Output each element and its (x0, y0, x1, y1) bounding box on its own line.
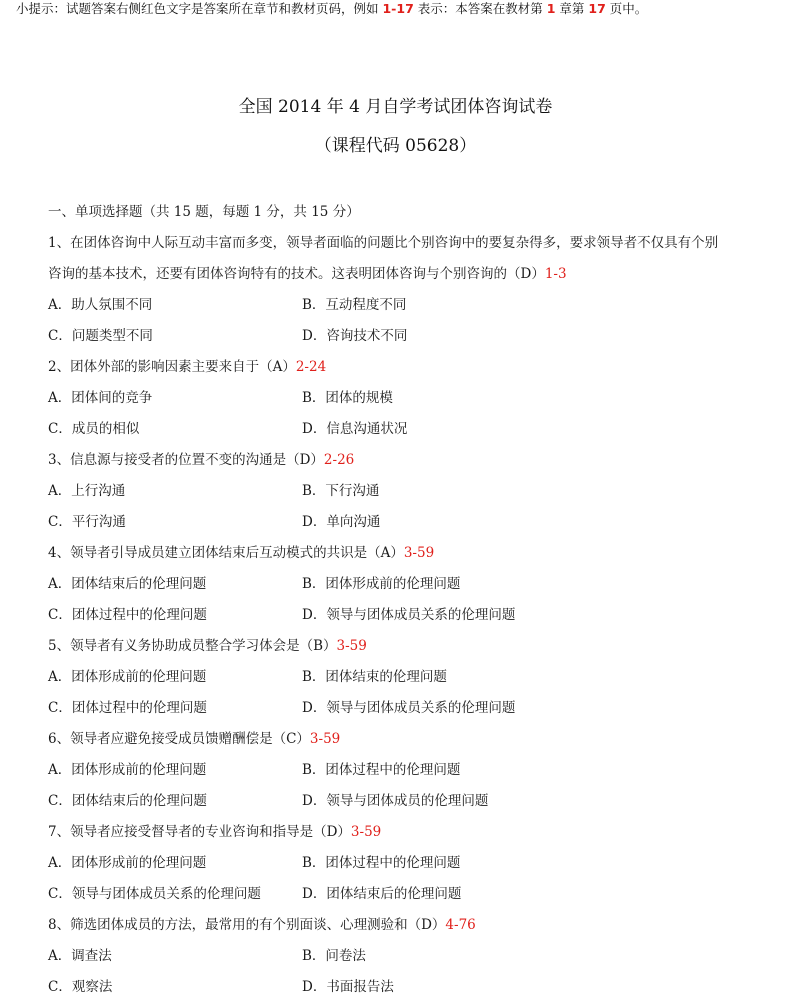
hint-prefix: 小提示：试题答案右侧红色文字是答案所在章节和教材页码，例如 (16, 1, 383, 16)
option-b: B．问卷法 (302, 948, 366, 964)
hint-page-suffix: 页中。 (605, 1, 648, 16)
option-d: D．领导与团体成员关系的伦理问题 (302, 700, 516, 716)
option-b: B．团体过程中的伦理问题 (302, 855, 461, 871)
question-3-stem: 3、信息源与接受者的位置不变的沟通是（D）2-26 (48, 452, 355, 468)
question-1-stem-line2: 咨询的基本技术，还要有团体咨询特有的技术。这表明团体咨询与个别咨询的（D）1-3 (48, 266, 567, 282)
question-6-stem: 6、领导者应避免接受成员馈赠酬偿是（C）3-59 (48, 731, 341, 747)
option-b: B．团体形成前的伦理问题 (302, 576, 461, 592)
option-c: C．平行沟通 (48, 514, 126, 530)
question-4-stem: 4、领导者引导成员建立团体结束后互动模式的共识是（A）3-59 (48, 545, 435, 561)
option-d: D．单向沟通 (302, 514, 381, 530)
question-2-stem: 2、团体外部的影响因素主要来自于（A）2-24 (48, 359, 327, 375)
question-5-stem: 5、领导者有义务协助成员整合学习体会是（B）3-59 (48, 638, 367, 654)
option-c: C．成员的相似 (48, 421, 140, 437)
answer-ref: 2-24 (295, 359, 327, 375)
answer-ref: 3-59 (309, 731, 341, 747)
option-a: A．团体形成前的伦理问题 (48, 762, 207, 778)
option-b: B．团体的规模 (302, 390, 393, 406)
answer-ref: 3-59 (336, 638, 367, 654)
answer-ref: 2-26 (323, 452, 355, 468)
option-a: A．团体结束后的伦理问题 (48, 576, 207, 592)
option-a: A．团体形成前的伦理问题 (48, 855, 207, 871)
question-8-stem: 8、筛选团体成员的方法，最常用的有个别面谈、心理测验和（D）4-76 (48, 917, 476, 933)
answer-ref: 3-59 (350, 824, 382, 840)
option-d: D．领导与团体成员关系的伦理问题 (302, 607, 516, 623)
course-code: （课程代码 05628） (314, 136, 477, 156)
hint-chapter: 1 (546, 1, 556, 16)
hint-page: 17 (588, 1, 606, 16)
option-d: D．咨询技术不同 (302, 328, 408, 344)
option-b: B．互动程度不同 (302, 297, 407, 313)
option-d: D．书面报告法 (302, 979, 394, 995)
answer-ref: 4-76 (445, 917, 476, 933)
hint-example-ref: 1-17 (382, 1, 414, 16)
option-b: B．团体结束的伦理问题 (302, 669, 447, 685)
option-d: D．领导与团体成员的伦理问题 (302, 793, 489, 809)
option-a: A．团体间的竞争 (48, 390, 153, 406)
answer-ref: 3-59 (403, 545, 435, 561)
option-b: B．下行沟通 (302, 483, 380, 499)
option-c: C．领导与团体成员关系的伦理问题 (48, 886, 261, 902)
section-heading: 一、单项选择题（共 15 题，每题 1 分，共 15 分） (48, 204, 360, 220)
option-a: A．调查法 (48, 948, 112, 964)
option-a: A．团体形成前的伦理问题 (48, 669, 207, 685)
option-b: B．团体过程中的伦理问题 (302, 762, 461, 778)
option-c: C．团体过程中的伦理问题 (48, 607, 207, 623)
option-c: C．问题类型不同 (48, 328, 153, 344)
option-c: C．观察法 (48, 979, 113, 995)
question-7-stem: 7、领导者应接受督导者的专业咨询和指导是（D）3-59 (48, 824, 382, 840)
hint-middle: 表示：本答案在教材第 (413, 1, 547, 16)
question-1-stem-line1: 1、在团体咨询中人际互动丰富而多变，领导者面临的问题比个别咨询中的要复杂得多，要求领导者不仅具有个别 (48, 235, 719, 251)
option-d: D．信息沟通状况 (302, 421, 408, 437)
option-c: C．团体过程中的伦理问题 (48, 700, 207, 716)
answer-ref: 1-3 (544, 266, 567, 282)
option-c: C．团体结束后的伦理问题 (48, 793, 207, 809)
answer-hint-banner (16, 0, 647, 18)
option-a: A．助人氛围不同 (48, 297, 153, 313)
option-d: D．团体结束后的伦理问题 (302, 886, 462, 902)
hint-chapter-suffix: 章第 (555, 1, 589, 16)
exam-title: 全国 2014 年 4 月自学考试团体咨询试卷 (238, 97, 553, 117)
option-a: A．上行沟通 (48, 483, 126, 499)
